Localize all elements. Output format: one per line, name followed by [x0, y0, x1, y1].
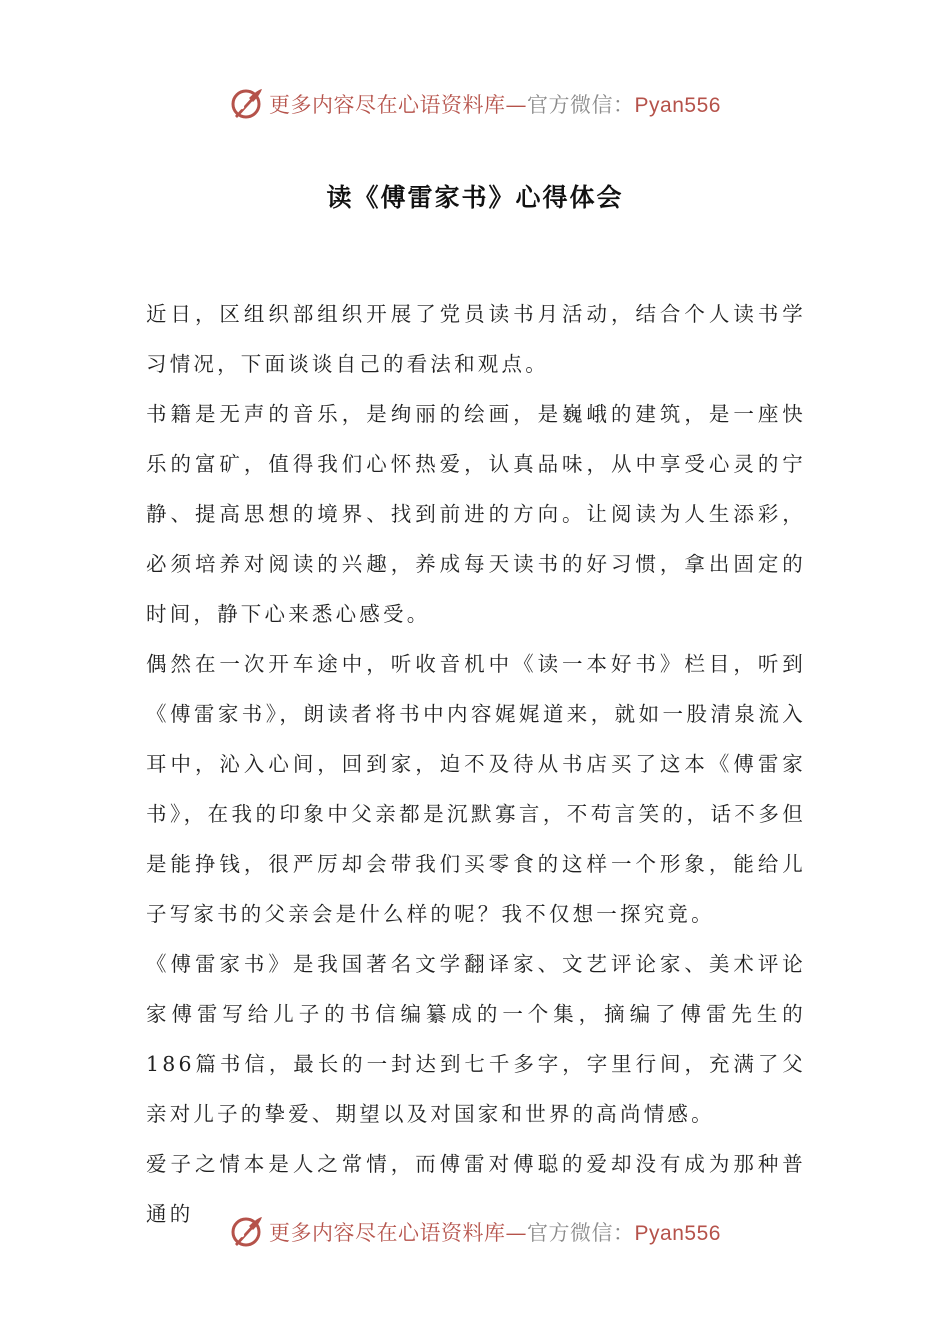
paragraph: 近日，区组织部组织开展了党员读书月活动，结合个人读书学习情况，下面谈谈自己的看法和观点。 — [146, 302, 806, 376]
document-body — [146, 289, 806, 1239]
wechat-label: 官方微信： — [527, 1221, 635, 1245]
paragraph: 偶然在一次开车途中，听收音机中《读一本好书》栏目，听到《傅雷家书》，朗读者将书中内容娓娓道来，就如一股清泉流入耳中，沁入心间，回到家，迫不及待从书店买了这本《傅雷家书》，在我的印象中父亲都是沉默寡言，不苟言笑的，话不多但是能挣钱，很严厉却会带我们买零食的这样一个形象，能给儿子写家书的父亲会是什么样的呢？我不仅想一探究竟。 — [146, 652, 806, 926]
wechat-label: 官方微信： — [527, 93, 635, 117]
site-name: 更多内容尽在心语资料库 — [269, 1221, 506, 1245]
wechat-id: Pyan556 — [634, 1222, 721, 1245]
wechat-id: Pyan556 — [634, 94, 721, 117]
header-banner — [0, 82, 950, 126]
footer-banner — [0, 1210, 950, 1254]
banner-text — [269, 89, 721, 119]
site-name: 更多内容尽在心语资料库 — [269, 93, 506, 117]
banner-dash: — — [505, 1221, 528, 1245]
quill-pen-logo-icon — [229, 86, 265, 122]
banner-text — [269, 1217, 721, 1247]
banner-dash: — — [505, 93, 528, 117]
paragraph: 书籍是无声的音乐，是绚丽的绘画，是巍峨的建筑，是一座快乐的富矿，值得我们心怀热爱，认真品味，从中享受心灵的宁静、提高思想的境界、找到前进的方向。让阅读为人生添彩，必须培养对阅读的兴趣，养成每天读书的好习惯，拿出固定的时间，静下心来悉心感受。 — [146, 402, 806, 626]
paragraph: 爱子之情本是人之常情，而傅雷对傅聪的爱却没有成为那种普通的 — [146, 1152, 806, 1226]
document-title: 读《傅雷家书》心得体会 — [326, 183, 624, 212]
paragraph: 《傅雷家书》是我国著名文学翻译家、文艺评论家、美术评论家傅雷写给儿子的书信编纂成的一个集，摘编了傅雷先生的186篇书信，最长的一封达到七千多字，字里行间，充满了父亲对儿子的挚爱、期望以及对国家和世界的高尚情感。 — [146, 952, 806, 1126]
quill-pen-logo-icon — [229, 1214, 265, 1250]
